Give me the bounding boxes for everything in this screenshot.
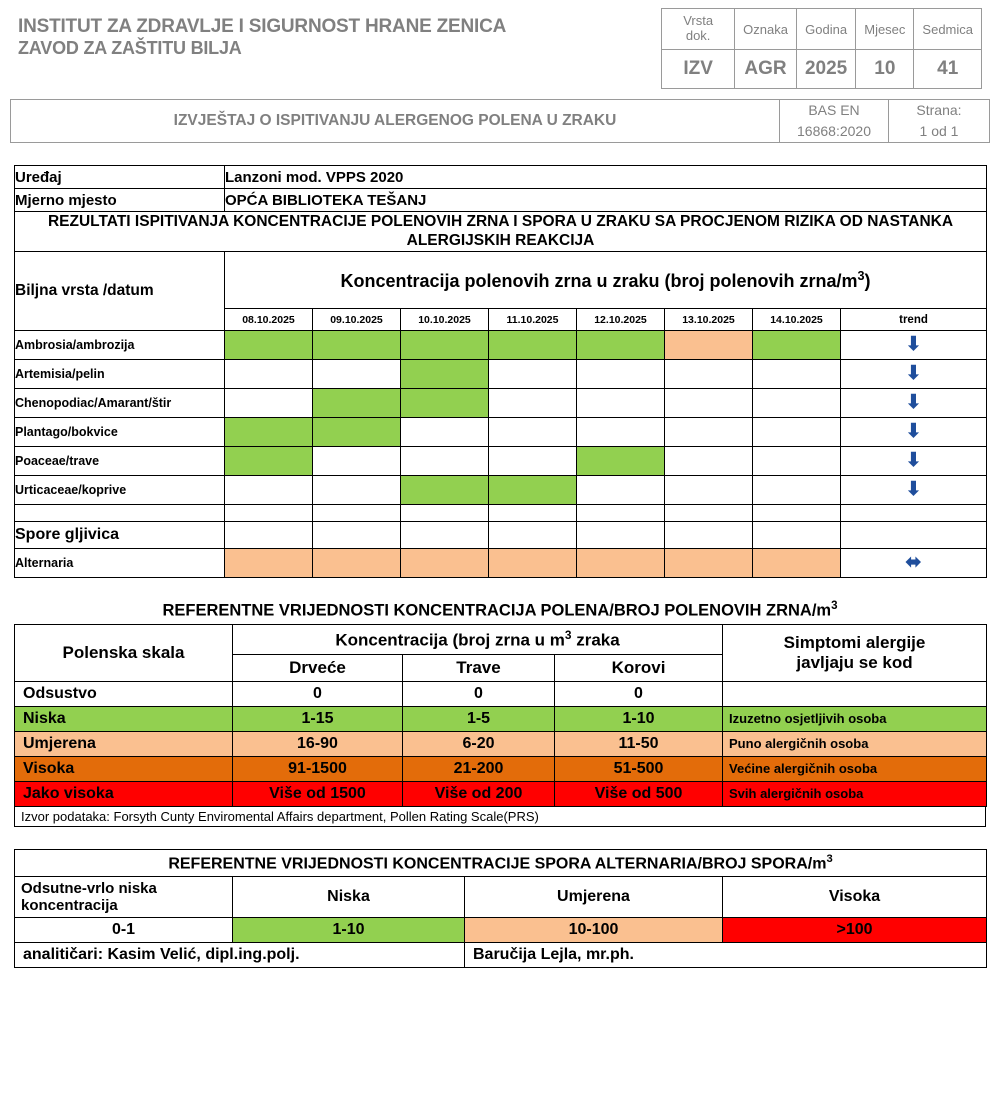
concentration-header-text: Koncentracija polenovih zrna u zraku (broj polenovih zrna/m (340, 270, 858, 291)
reference-spores-title-row (15, 849, 987, 876)
reference-pollen-table (14, 624, 987, 807)
concentration-cell (665, 388, 753, 417)
scale-name: Odsustvo (15, 681, 233, 706)
spore-value-high: >100 (723, 918, 987, 943)
species-name: Urticaceae/koprive (15, 475, 225, 504)
scale-weeds-value: Više od 500 (555, 781, 723, 806)
table-row (15, 446, 987, 475)
doc-code-label-oznaka: Oznaka (735, 9, 797, 50)
spacer-cell (665, 504, 753, 521)
concentration-cell (489, 548, 577, 577)
organisation-name: INSTITUT ZA ZDRAVLJE I SIGURNOST HRANE ZENICA (18, 16, 507, 37)
doc-code-value-vrsta: IZV (662, 50, 735, 89)
trend-down-icon: ⬇ (841, 475, 987, 504)
page-label: Strana: (916, 102, 962, 118)
concentration-header-superscript: 3 (857, 268, 865, 283)
spore-section-title: Spore gljivica (15, 521, 225, 548)
scale-trees-value: Više od 1500 (233, 781, 403, 806)
concentration-cell (401, 446, 489, 475)
species-name: Chenopodiac/Amarant/štir (15, 388, 225, 417)
results-title-row (15, 212, 987, 252)
concentration-cell (313, 359, 401, 388)
concentration-cell (401, 475, 489, 504)
reference-spores-title-text: REFERENTNE VRIJEDNOSTI KONCENTRACIJE SPORA ALTERNARIA/BROJ SPORA/m (168, 855, 827, 873)
spore-header-absent: Odsutne-vrlo niska koncentracija (15, 877, 233, 918)
concentration-cell (401, 388, 489, 417)
concentration-cell (665, 359, 753, 388)
doc-code-value-sedmica: 41 (914, 50, 982, 89)
date-header-1: 08.10.2025 (225, 309, 313, 330)
date-header-2: 09.10.2025 (313, 309, 401, 330)
scale-weeds-value: 51-500 (555, 756, 723, 781)
concentration-cell (577, 417, 665, 446)
subheader-grass: Trave (403, 654, 555, 681)
scale-trees-value: 1-15 (233, 706, 403, 731)
date-header-5: 12.10.2025 (577, 309, 665, 330)
concentration-cell (577, 548, 665, 577)
concentration-cell (225, 548, 313, 577)
concentration-cell (401, 359, 489, 388)
device-value: Lanzoni mod. VPPS 2020 (225, 166, 987, 189)
concentration-cell (665, 417, 753, 446)
scale-column-header: Polenska skala (15, 625, 233, 682)
spore-header-low: Niska (233, 877, 465, 918)
reference-spores-title (15, 849, 987, 876)
concentration-cell (753, 446, 841, 475)
scale-name: Jako visoka (15, 781, 233, 806)
symptoms-header-line1: Simptomi alergije (783, 633, 926, 653)
results-section (14, 165, 990, 578)
table-row (15, 756, 987, 781)
spacer-cell (577, 504, 665, 521)
date-header-6: 13.10.2025 (665, 309, 753, 330)
scale-weeds-value: 11-50 (555, 731, 723, 756)
concentration-header-suffix: ) (864, 270, 871, 291)
species-name: Poaceae/trave (15, 446, 225, 475)
spore-title-blank-cell (313, 521, 401, 548)
spore-header-high: Visoka (723, 877, 987, 918)
scale-trees-value: 0 (233, 681, 403, 706)
spore-header-moderate: Umjerena (465, 877, 723, 918)
concentration-cell (225, 446, 313, 475)
spacer-cell (841, 504, 987, 521)
trend-down-icon: ⬇ (841, 388, 987, 417)
concentration-group-header-text: Koncentracija (broj zrna u m (335, 630, 565, 650)
concentration-cell (753, 330, 841, 359)
concentration-cell (489, 388, 577, 417)
subheader-trees: Drveće (233, 654, 403, 681)
date-header-7: 14.10.2025 (753, 309, 841, 330)
date-header-4: 11.10.2025 (489, 309, 577, 330)
scale-symptoms: Većine alergičnih osoba (723, 756, 987, 781)
spacer-cell (401, 504, 489, 521)
scale-grass-value: 6-20 (403, 731, 555, 756)
reference-pollen-header-row (15, 625, 987, 655)
trend-down-icon: ⬇ (841, 359, 987, 388)
spore-name: Alternaria (15, 548, 225, 577)
scale-weeds-value: 1-10 (555, 706, 723, 731)
spore-title-blank-cell (401, 521, 489, 548)
doc-code-value-oznaka: AGR (735, 50, 797, 89)
trend-column-header: trend (841, 309, 987, 330)
trend-down-icon: ⬇ (841, 330, 987, 359)
device-row (15, 166, 987, 189)
doc-code-value-row (662, 50, 982, 89)
scale-grass-value: 0 (403, 681, 555, 706)
trend-down-icon: ⬇ (841, 446, 987, 475)
table-row (15, 330, 987, 359)
spacer-cell (313, 504, 401, 521)
scale-trees-value: 91-1500 (233, 756, 403, 781)
concentration-cell (577, 330, 665, 359)
doc-code-value-godina: 2025 (796, 50, 855, 89)
reference-spores-header-row (15, 877, 987, 918)
scale-symptoms (723, 681, 987, 706)
concentration-cell (489, 446, 577, 475)
concentration-cell (489, 359, 577, 388)
concentration-cell (665, 330, 753, 359)
reference-spores-table (14, 849, 987, 968)
reference-spores-values-row (15, 918, 987, 943)
concentration-cell (313, 475, 401, 504)
table-row (15, 548, 987, 577)
concentration-cell (577, 446, 665, 475)
spore-title-blank-cell (489, 521, 577, 548)
table-row (15, 475, 987, 504)
reference-pollen-title-superscript: 3 (831, 599, 838, 612)
spore-title-row (15, 521, 987, 548)
scale-symptoms: Izuzetno osjetljivih osoba (723, 706, 987, 731)
concentration-cell (225, 417, 313, 446)
standard-line-2: 16868:2020 (797, 123, 871, 139)
standard-line-1: BAS EN (808, 102, 860, 118)
trend-flat-icon: ⬌ (841, 548, 987, 577)
scale-weeds-value: 0 (555, 681, 723, 706)
concentration-cell (313, 388, 401, 417)
concentration-group-header-superscript: 3 (564, 628, 572, 643)
concentration-cell (577, 475, 665, 504)
scale-symptoms: Puno alergičnih osoba (723, 731, 987, 756)
analyst-primary: analitičari: Kasim Velić, dipl.ing.polj. (15, 943, 465, 968)
document-code-table (661, 8, 982, 89)
table-row (15, 706, 987, 731)
results-title: REZULTATI ISPITIVANJA KONCENTRACIJE POLENOVIH ZRNA I SPORA U ZRAKU SA PROCJENOM RIZIKA OD NASTANKA ALERGIJSKIH REAKCIJA (15, 212, 987, 252)
concentration-cell (665, 548, 753, 577)
spore-title-blank-cell (577, 521, 665, 548)
concentration-cell (489, 475, 577, 504)
scale-name: Visoka (15, 756, 233, 781)
page-number-block (888, 100, 989, 142)
doc-code-label-mjesec: Mjesec (856, 9, 914, 50)
concentration-cell (313, 548, 401, 577)
concentration-cell (225, 330, 313, 359)
symptoms-column-header (723, 625, 987, 682)
concentration-column-header (225, 251, 987, 309)
concentration-cell (489, 417, 577, 446)
concentration-cell (225, 388, 313, 417)
report-title: IZVJEŠTAJ O ISPITIVANJU ALERGENOG POLENA U ZRAKU (173, 112, 617, 129)
table-row (15, 681, 987, 706)
spacer-cell (225, 504, 313, 521)
concentration-cell (577, 359, 665, 388)
department-name: ZAVOD ZA ZAŠTITU BILJA (18, 38, 242, 59)
spore-value-absent: 0-1 (15, 918, 233, 943)
concentration-cell (489, 330, 577, 359)
table-row (15, 388, 987, 417)
concentration-cell (313, 417, 401, 446)
standard-reference (779, 100, 888, 142)
spore-value-low: 1-10 (233, 918, 465, 943)
scale-trees-value: 16-90 (233, 731, 403, 756)
concentration-cell (313, 330, 401, 359)
reference-spores-title-superscript: 3 (826, 852, 833, 865)
scale-name: Umjerena (15, 731, 233, 756)
spore-title-blank-cell (753, 521, 841, 548)
concentration-cell (313, 446, 401, 475)
spore-value-moderate: 10-100 (465, 918, 723, 943)
concentration-cell (753, 388, 841, 417)
scale-grass-value: 1-5 (403, 706, 555, 731)
table-row (15, 781, 987, 806)
reference-pollen-title (0, 600, 1000, 621)
device-label: Uređaj (15, 166, 225, 189)
location-value: OPĆA BIBLIOTEKA TEŠANJ (225, 189, 987, 212)
concentration-cell (401, 417, 489, 446)
page-value: 1 od 1 (919, 123, 959, 139)
table-row (15, 417, 987, 446)
species-name: Artemisia/pelin (15, 359, 225, 388)
subheader-weeds: Korovi (555, 654, 723, 681)
species-name: Plantago/bokvice (15, 417, 225, 446)
doc-code-label-godina: Godina (796, 9, 855, 50)
concentration-cell (225, 359, 313, 388)
doc-code-header-row (662, 9, 982, 50)
concentration-header-row (15, 251, 987, 309)
spore-title-blank-cell (225, 521, 313, 548)
spore-title-blank-cell (841, 521, 987, 548)
concentration-group-header-suffix: zraka (571, 630, 620, 650)
reference-pollen-title-text: REFERENTNE VRIJEDNOSTI KONCENTRACIJA POLENA/BROJ POLENOVIH ZRNA/m (162, 601, 832, 620)
date-header-3: 10.10.2025 (401, 309, 489, 330)
spacer-cell (753, 504, 841, 521)
document-header (0, 0, 1000, 89)
concentration-cell (665, 475, 753, 504)
doc-code-value-mjesec: 10 (856, 50, 914, 89)
source-note: Izvor podataka: Forsyth Cunty Enviromental Affairs department, Pollen Rating Scale(PRS) (14, 807, 986, 827)
concentration-cell (225, 475, 313, 504)
species-column-header: Biljna vrsta /datum (15, 251, 225, 330)
spore-title-blank-cell (665, 521, 753, 548)
concentration-cell (401, 330, 489, 359)
spacer-cell (15, 504, 225, 521)
spacer-cell (489, 504, 577, 521)
concentration-cell (753, 359, 841, 388)
concentration-group-header (233, 625, 723, 655)
table-row (15, 731, 987, 756)
table-row (15, 359, 987, 388)
trend-down-icon: ⬇ (841, 417, 987, 446)
scale-name: Niska (15, 706, 233, 731)
scale-grass-value: 21-200 (403, 756, 555, 781)
scale-grass-value: Više od 200 (403, 781, 555, 806)
spacer-row (15, 504, 987, 521)
location-row (15, 189, 987, 212)
organisation-block (18, 8, 661, 89)
concentration-cell (577, 388, 665, 417)
symptoms-header-line2: javljaju se kod (796, 653, 913, 673)
concentration-cell (401, 548, 489, 577)
analyst-secondary: Baručija Lejla, mr.ph. (465, 943, 987, 968)
doc-code-label-sedmica: Sedmica (914, 9, 982, 50)
species-name: Ambrosia/ambrozija (15, 330, 225, 359)
location-label: Mjerno mjesto (15, 189, 225, 212)
concentration-cell (753, 548, 841, 577)
concentration-cell (753, 475, 841, 504)
scale-symptoms: Svih alergičnih osoba (723, 781, 987, 806)
concentration-cell (665, 446, 753, 475)
section-spacer (0, 827, 1000, 849)
results-table (14, 165, 987, 578)
doc-code-label-vrsta: Vrsta dok. (662, 9, 735, 50)
analysts-row (15, 943, 987, 968)
report-subheader (10, 99, 990, 143)
concentration-cell (753, 417, 841, 446)
